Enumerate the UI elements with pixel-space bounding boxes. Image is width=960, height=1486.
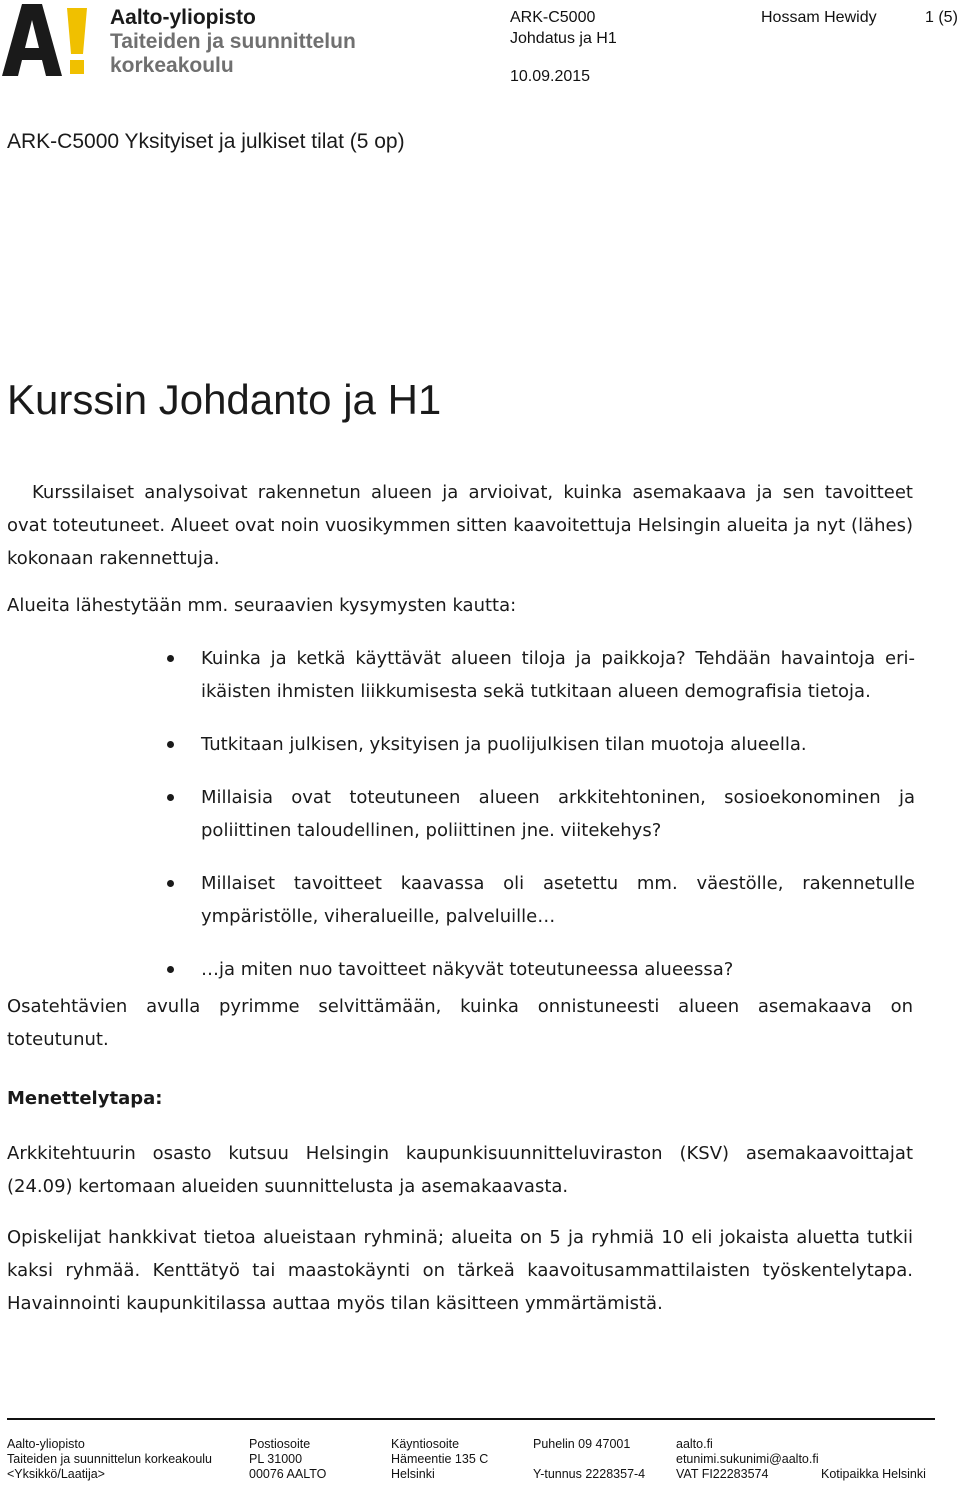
intro-paragraph: Kurssilaiset analysoivat rakennetun alueen ja arvioivat, kuinka asemakaava ja sen tavoitteet ovat toteutuneet. Alueet ovat noin vuosikymmen sitten kaavoitettuja Helsingin alueita ja nyt (lähes) kokonaan rakennettuja. xyxy=(7,482,913,569)
header-subtitle: Johdatus ja H1 xyxy=(510,30,617,47)
footer-phone-id: Puhelin 09 47001 Y-tunnus 2228357-4 xyxy=(533,1437,646,1481)
list-item: Millaiset tavoitteet kaavassa oli asetettu mm. väestölle, rakennetulle ympäristölle, viheralueille, palveluille… xyxy=(167,867,915,933)
aalto-exclamation-logo-icon xyxy=(66,8,88,74)
lead-paragraph: Alueita lähestytään mm. seuraavien kysymysten kautta: xyxy=(7,595,517,616)
list-item: Kuinka ja ketkä käyttävät alueen tiloja ja paikkoja? Tehdään havaintoja eri-ikäisten ihmisten liikkumisesta sekä tutkitaan alueen demografisia tietoja. xyxy=(167,642,915,708)
header-author: Hossam Hewidy xyxy=(761,9,877,26)
footer-divider xyxy=(7,1418,935,1420)
footer-domicile: Kotipaikka Helsinki xyxy=(821,1467,926,1481)
list-item: Tutkitaan julkisen, yksityisen ja puolijulkisen tilan muotoja alueella. xyxy=(167,728,915,761)
aalto-a-logo-icon xyxy=(2,4,62,76)
method-paragraph-2: Opiskelijat hankkivat tietoa alueistaan ryhminä; alueita on 5 ja ryhmiä 10 eli jokaista aluetta tutkii kaksi ryhmää. Kenttätyö tai maastokäynti on tärkeä kaavoitusammattilaisten työskentelytapa. Havainnointi kaupunkitilassa auttaa myös tilan käsitteen ymmärtämistä. xyxy=(7,1227,913,1314)
list-item: Millaisia ovat toteutuneen alueen arkkitehtoninen, sosioekonominen ja poliittinen taloudellinen, poliittinen jne. viitekehys? xyxy=(167,781,915,847)
list-item: …ja miten nuo tavoitteet näkyvät toteutuneessa alueessa? xyxy=(167,953,915,986)
header-page-number: 1 (5) xyxy=(925,9,958,26)
question-list xyxy=(167,642,915,1006)
page-title: Kurssin Johdanto ja H1 xyxy=(7,376,442,423)
logo-text-school: Taiteiden ja suunnittelun xyxy=(110,30,356,53)
footer-organization: Aalto-yliopisto Taiteiden ja suunnittelun korkeakoulu <Yksikkö/Laatija> xyxy=(7,1437,212,1481)
bullet-icon xyxy=(167,741,174,748)
footer-web-contact: aalto.fi etunimi.sukunimi@aalto.fi VAT FI22283574 xyxy=(676,1437,819,1481)
bullet-icon xyxy=(167,966,174,973)
method-heading: Menettelytapa: xyxy=(7,1088,163,1109)
logo-text-school-cont: korkeakoulu xyxy=(110,54,234,77)
method-paragraph-1: Arkkitehtuurin osasto kutsuu Helsingin kaupunkisuunnitteluviraston (KSV) asemakaavoittajat (24.09) kertomaan alueiden suunnittelusta ja asemakaavasta. xyxy=(7,1143,913,1197)
goal-paragraph: Osatehtävien avulla pyrimme selvittämään, kuinka onnistuneesti alueen asemakaava on toteutunut. xyxy=(7,996,913,1050)
bullet-icon xyxy=(167,794,174,801)
logo-text-university: Aalto-yliopisto xyxy=(110,6,256,29)
footer-postal-address: Postiosoite PL 31000 00076 AALTO xyxy=(249,1437,327,1481)
bullet-icon xyxy=(167,880,174,887)
header-course-code: ARK-C5000 xyxy=(510,9,596,26)
footer-visiting-address: Käyntiosoite Hämeentie 135 C Helsinki xyxy=(391,1437,489,1481)
bullet-icon xyxy=(167,655,174,662)
course-title: ARK-C5000 Yksityiset ja julkiset tilat (5 op) xyxy=(7,130,405,153)
header-date: 10.09.2015 xyxy=(510,68,591,85)
